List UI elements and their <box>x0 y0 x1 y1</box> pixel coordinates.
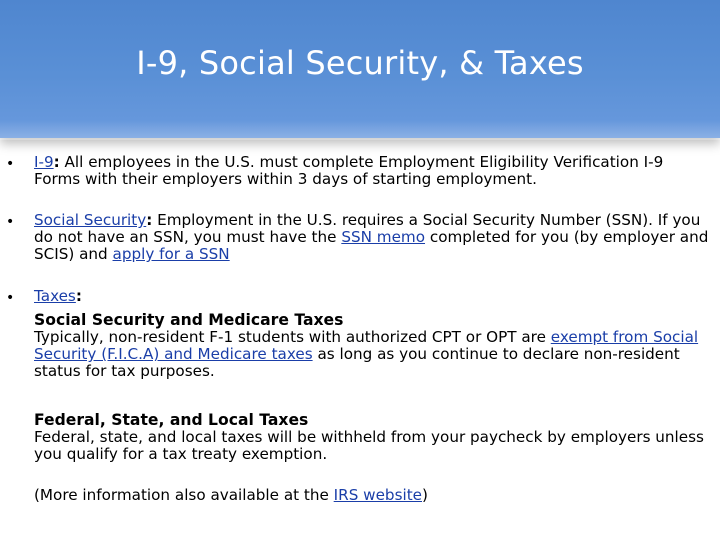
ssn-memo-link[interactable]: SSN memo <box>341 228 426 246</box>
irs-website-link[interactable]: IRS website <box>333 486 423 504</box>
more-info-note <box>34 487 720 504</box>
taxes-subsection-ss-medicare <box>34 312 720 380</box>
note-text-2: ) <box>422 486 428 504</box>
colon: : <box>146 211 153 229</box>
taxes-subsection-federal <box>34 412 720 463</box>
ss-medicare-heading: Social Security and Medicare Taxes <box>34 311 344 329</box>
bullet: • <box>6 156 15 172</box>
ssn-text <box>34 212 714 263</box>
ssn-heading-link[interactable]: Social Security <box>34 211 147 229</box>
note-text-1: (More information also available at the <box>34 486 329 504</box>
ss-medicare-body-1: Typically, non-resident F-1 students with authorized CPT or OPT are <box>34 328 546 346</box>
taxes-heading-row <box>34 288 714 305</box>
slide-title: I-9, Social Security, & Taxes <box>136 44 584 82</box>
ssn-body-1: Employment in the U.S. requires a Social Security Number (SSN). If you do not have an SSN, you must have the <box>34 211 701 246</box>
colon: : <box>53 153 60 171</box>
ss-medicare-body-2: as long as you continue to declare non-resident status for tax purposes. <box>34 345 680 380</box>
ss-medicare-text <box>34 329 720 380</box>
federal-heading: Federal, State, and Local Taxes <box>34 411 309 429</box>
federal-text: Federal, state, and local taxes will be withheld from your paycheck by employers unless you qualify for a tax treaty exemption. <box>34 428 704 463</box>
bullet: • <box>6 290 15 306</box>
exempt-link[interactable]: exempt from Social Security (F.I.C.A) and Medicare taxes <box>34 328 699 363</box>
bullet: • <box>6 214 15 230</box>
i9-text <box>34 154 714 188</box>
i9-body: All employees in the U.S. must complete Employment Eligibility Verification I-9 Forms with their employers within 3 days of starting employment. <box>34 153 664 188</box>
apply-ssn-link[interactable]: apply for a SSN <box>112 245 230 263</box>
colon: : <box>75 287 82 305</box>
i9-heading-link[interactable]: I-9 <box>34 153 54 171</box>
taxes-heading-link[interactable]: Taxes <box>34 287 76 305</box>
ssn-body-2: completed for you (by employer and SCIS) and <box>34 228 709 263</box>
